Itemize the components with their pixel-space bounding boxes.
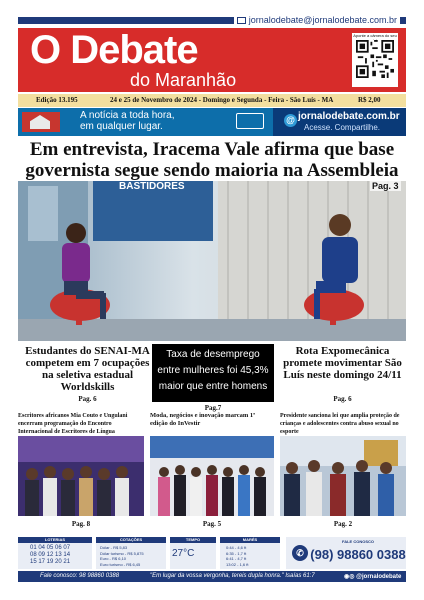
cotacao-line: Dólar - R$ 5,83 (100, 545, 128, 550)
banner-site[interactable]: jornalodebate.com.br (298, 111, 400, 122)
teaser-middle-page: Pag.7 (204, 404, 222, 412)
header-email[interactable] (234, 15, 400, 25)
mares-values (226, 545, 248, 567)
logo-subtitle: do Maranhão (130, 70, 237, 90)
cotacoes-body (96, 543, 166, 569)
hero-page-ref: Pag. 3 (372, 181, 399, 191)
banner-line-2: em qualquer lugar. (80, 121, 163, 132)
edition-date: 24 e 25 de Novembro de 2024 - Domingo e Segunda - Feira - São Luís - MA (110, 96, 334, 104)
footer-contact[interactable]: Fale conosco: 98 98860 0388 (40, 573, 120, 579)
tempo-body (170, 543, 216, 569)
loterias-box (18, 537, 92, 569)
mares-label: MARÉS (220, 537, 280, 543)
qr-code[interactable] (356, 40, 394, 78)
devices-icon (236, 113, 264, 129)
cotacoes-values (100, 545, 144, 567)
cotacoes-label: COTAÇÕES (96, 537, 166, 543)
edition-bar (18, 94, 406, 107)
tempo-box (170, 537, 216, 569)
mare-line: 0:44 - 4,6 ft (226, 545, 247, 550)
mares-body (220, 543, 280, 569)
mare-line: 6:41 - 4,7 ft (226, 556, 247, 561)
mares-box (220, 537, 280, 569)
story-1-page: Pag. 8 (71, 520, 91, 528)
main-headline[interactable]: Em entrevista, Iracema Vale afirma que base governista segue sendo maioria na Assembleia (25, 139, 399, 181)
loterias-line: 01 04 05 06 07 (30, 545, 71, 551)
banner-line-1: A notícia a toda hora, (80, 110, 175, 121)
cotacao-line: Euro - R$ 6,10 (100, 556, 127, 561)
temperature: 27°C (172, 548, 195, 559)
teaser-middle-title: Taxa de desemprego entre mulheres foi 45,3% maior que entre homens (157, 349, 269, 392)
edition-number: Edição 13.195 (36, 96, 78, 104)
studio-sign: BASTIDORES (119, 181, 185, 192)
story-3-photo-illustration (280, 436, 406, 516)
cotacoes-box (96, 537, 166, 569)
header-email-text: jornalodebate@jornalodebate.com.br (248, 15, 397, 25)
story-1-photo[interactable] (18, 436, 144, 516)
teaser-left-title[interactable]: Estudantes do SENAI-MA competem em 7 ocupações na seletiva estadual Worldskills (25, 345, 150, 393)
cotacao-line: Dólar turismo - R$ 5,875 (100, 550, 144, 556)
whatsapp-icon: ✆ (292, 545, 308, 561)
mare-line: 13:02 - 1,6 ft (226, 561, 249, 567)
story-3-page: Pag. 2 (333, 520, 353, 528)
loterias-numbers (30, 545, 70, 566)
teaser-right-title[interactable]: Rota Expomecânica promete movimentar São Luís neste domingo 24/11 (283, 345, 402, 381)
story-2-page: Pag. 5 (202, 520, 222, 528)
footer-quote: "Em lugar da vossa vergonha, tereis dupla honra." Isaías 61:7 (150, 573, 315, 579)
story-2-photo-illustration (150, 436, 274, 516)
social-icons: ◉◎ (344, 574, 357, 580)
tempo-label: TEMPO (170, 537, 216, 543)
loterias-line: 08 09 12 13 14 (30, 552, 71, 558)
cotacao-line: Euro turismo - R$ 6,45 (100, 561, 141, 567)
footer-bar (18, 571, 406, 582)
story-3-photo[interactable] (280, 436, 406, 516)
footer-handle[interactable] (344, 573, 401, 580)
logo-title: O Debate (30, 28, 198, 72)
footer-handle-text: @jornalodebate (356, 574, 402, 580)
loterias-label: LOTERIAS (18, 537, 92, 543)
teaser-left-page: Pag. 6 (78, 395, 97, 403)
whatsapp-number: (98) 98860 0388 (310, 547, 406, 562)
edition-price: R$ 2,00 (358, 96, 381, 104)
story-2-title[interactable]: Moda, negócios e inovação marcam 1ª edição do InVestir (150, 412, 256, 427)
envelope-icon (237, 17, 246, 24)
whatsapp-box[interactable] (286, 537, 406, 569)
at-sign-icon: @ (284, 114, 297, 127)
hero-photo[interactable] (18, 181, 406, 341)
qr-caption: Aponte a câmera do seu (353, 33, 397, 38)
banner-tagline: Acesse. Compartilhe. (304, 123, 381, 132)
loterias-body (18, 543, 92, 569)
story-2-photo[interactable] (150, 436, 274, 516)
hero-photo-illustration (18, 181, 406, 341)
whatsapp-label: FALE CONOSCO (341, 539, 374, 544)
teaser-right-page: Pag. 6 (333, 395, 352, 403)
mare-line: 6:35 - 1,7 ft (226, 550, 247, 556)
loterias-line: 15 17 19 20 21 (30, 559, 71, 565)
story-3-title[interactable]: Presidente sanciona lei que amplia proteção de crianças e adolescentes contra abuso sexual no esporte (280, 413, 400, 435)
banner-slogan (80, 110, 175, 132)
story-1-title[interactable]: Escritores africanos Mia Couto e Ungulani encerram programação do Encontro Internacional de Escritores de Língua (18, 413, 128, 435)
story-1-photo-illustration (18, 436, 144, 516)
